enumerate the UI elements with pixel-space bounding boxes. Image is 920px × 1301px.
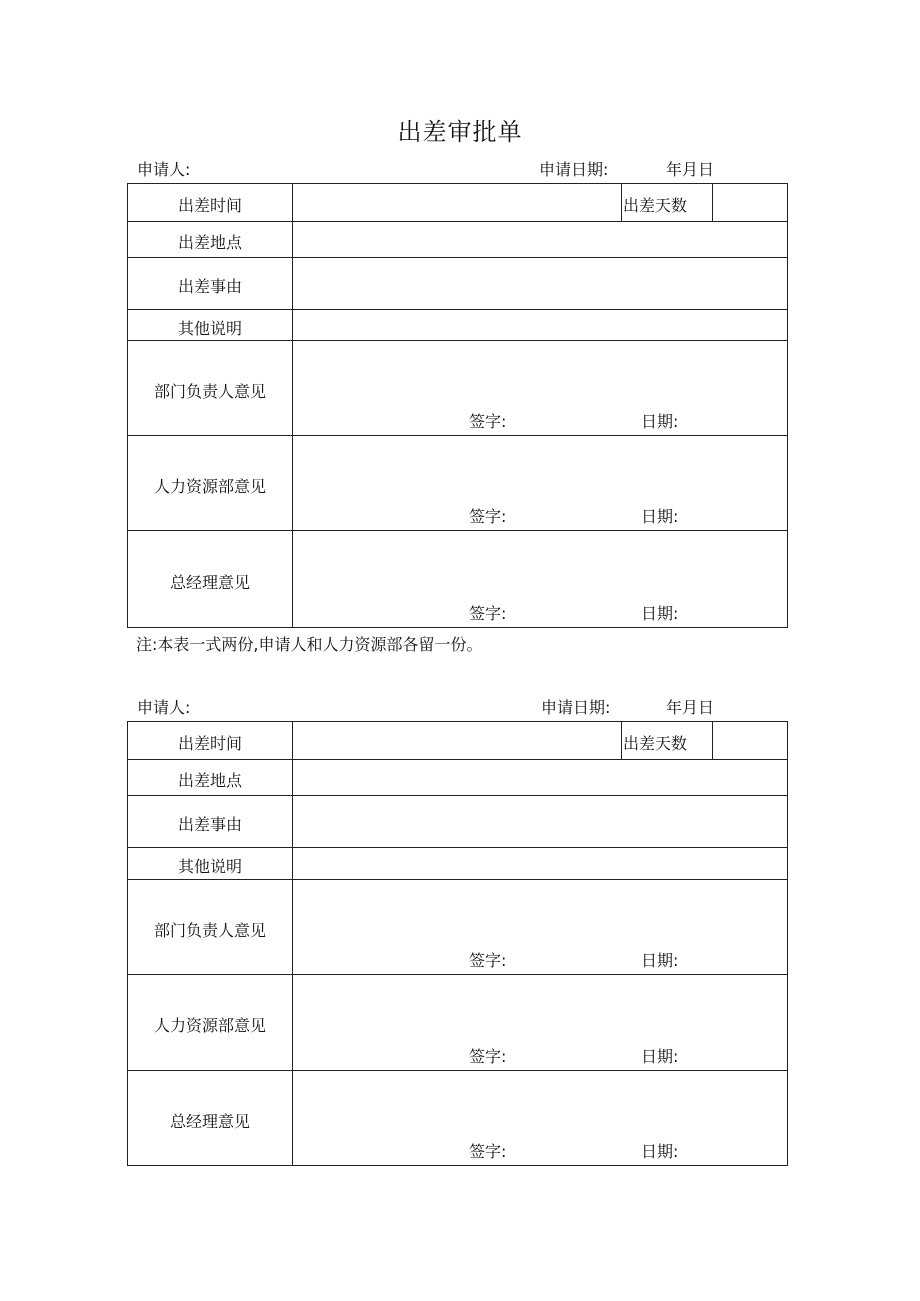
apply-date-label: 申请日期: (539, 160, 609, 179)
travel-days-label: 出差天数 (622, 722, 713, 760)
date-label: 日期: (641, 604, 679, 623)
travel-place-field[interactable] (293, 222, 788, 258)
date-label: 日期: (641, 1142, 679, 1161)
approval-table (127, 721, 788, 1166)
dept-head-opinion-field[interactable] (293, 880, 788, 975)
apply-date-suffix: 年月日 (666, 698, 715, 717)
gm-opinion-field[interactable] (293, 1071, 788, 1166)
page-title: 出差审批单 (397, 118, 523, 146)
travel-reason-field[interactable] (293, 258, 788, 310)
signature-label: 签字: (469, 507, 507, 526)
dept-head-opinion-label: 部门负责人意见 (128, 341, 293, 436)
travel-place-label: 出差地点 (128, 222, 293, 258)
apply-date-suffix: 年月日 (666, 160, 715, 179)
apply-date-label: 申请日期: (541, 698, 611, 717)
approval-table (127, 183, 788, 628)
travel-reason-label: 出差事由 (128, 796, 293, 848)
dept-head-opinion-field[interactable] (293, 341, 788, 436)
travel-days-field[interactable] (713, 184, 788, 222)
hr-opinion-label: 人力资源部意见 (128, 975, 293, 1071)
date-label: 日期: (641, 412, 679, 431)
signature-label: 签字: (469, 1047, 507, 1066)
hr-opinion-label: 人力资源部意见 (128, 436, 293, 531)
signature-label: 签字: (469, 604, 507, 623)
travel-time-label: 出差时间 (128, 184, 293, 222)
gm-opinion-label: 总经理意见 (128, 1071, 293, 1166)
other-notes-field[interactable] (293, 310, 788, 341)
dept-head-opinion-label: 部门负责人意见 (128, 880, 293, 975)
applicant-label: 申请人: (137, 698, 191, 717)
other-notes-label: 其他说明 (128, 310, 293, 341)
travel-time-field[interactable] (293, 722, 622, 760)
date-label: 日期: (641, 951, 679, 970)
date-label: 日期: (641, 1047, 679, 1066)
travel-reason-field[interactable] (293, 796, 788, 848)
hr-opinion-field[interactable] (293, 975, 788, 1071)
hr-opinion-field[interactable] (293, 436, 788, 531)
gm-opinion-field[interactable] (293, 531, 788, 628)
travel-reason-label: 出差事由 (128, 258, 293, 310)
signature-label: 签字: (469, 412, 507, 431)
travel-days-field[interactable] (713, 722, 788, 760)
travel-time-label: 出差时间 (128, 722, 293, 760)
travel-place-field[interactable] (293, 760, 788, 796)
other-notes-label: 其他说明 (128, 848, 293, 880)
signature-label: 签字: (469, 951, 507, 970)
date-label: 日期: (641, 507, 679, 526)
travel-place-label: 出差地点 (128, 760, 293, 796)
other-notes-field[interactable] (293, 848, 788, 880)
travel-time-field[interactable] (293, 184, 622, 222)
applicant-label: 申请人: (137, 160, 191, 179)
travel-days-label: 出差天数 (622, 184, 713, 222)
gm-opinion-label: 总经理意见 (128, 531, 293, 628)
footnote: 注:本表一式两份,申请人和人力资源部各留一份。 (136, 635, 483, 654)
signature-label: 签字: (469, 1142, 507, 1161)
